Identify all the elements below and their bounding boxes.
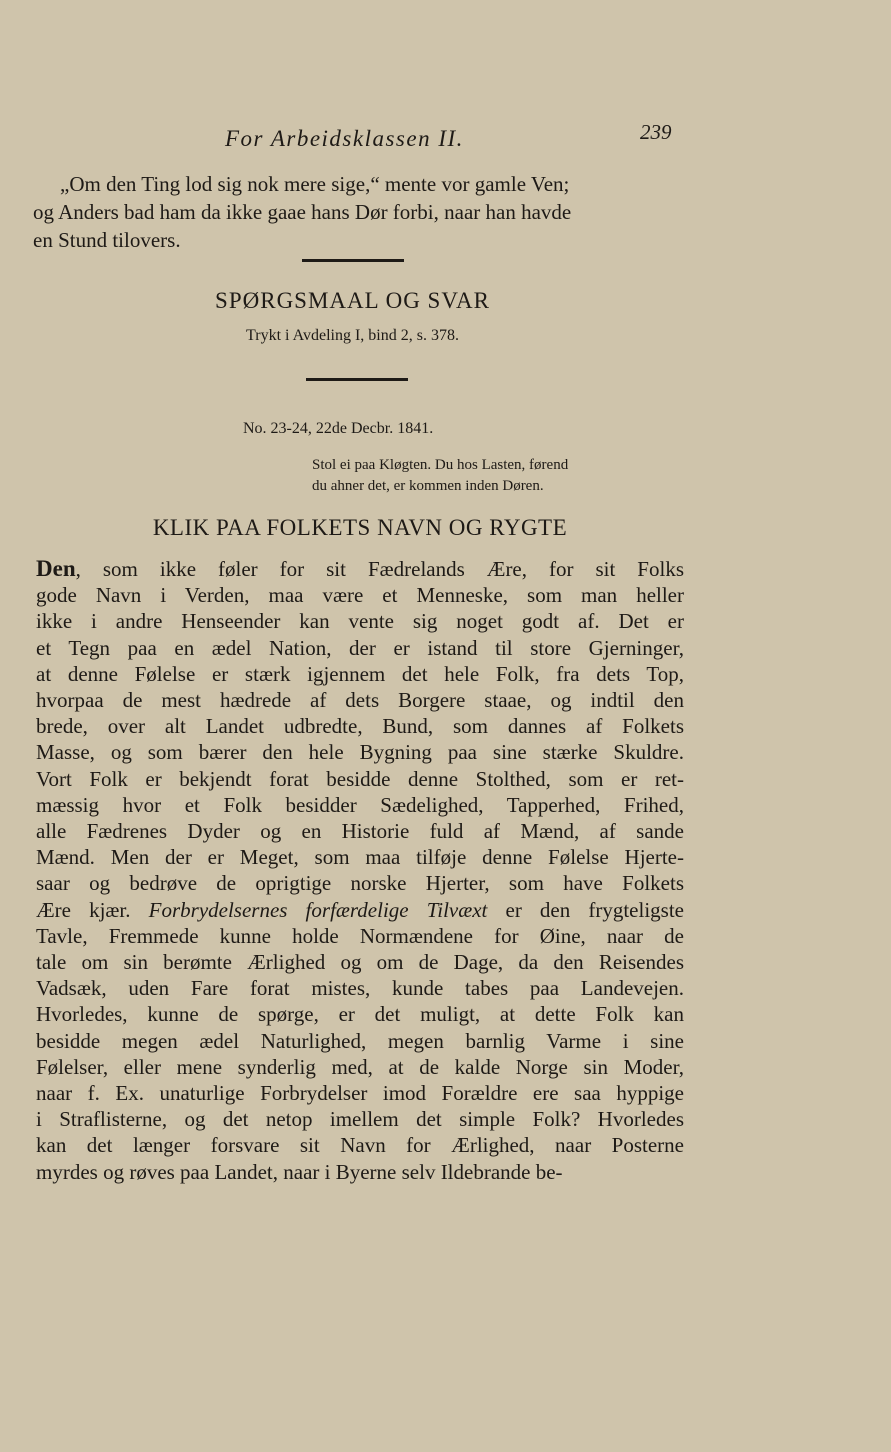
section-divider-bottom: [306, 378, 408, 381]
section-title: SPØRGSMAAL OG SVAR: [215, 288, 490, 313]
body-line: kan det længer forsvare sit Navn for Ærlighed, naar Posterne: [36, 1133, 684, 1158]
body-line: naar f. Ex. unaturlige Forbrydelser imod Forældre ere saa hyppige: [36, 1081, 684, 1106]
body-line: Hvorledes, kunne de spørge, er det muligt, at dette Folk kan: [36, 1002, 684, 1027]
body-line-text: er den frygteligste: [487, 897, 684, 922]
issue-dateline: No. 23-24, 22de Decbr. 1841.: [243, 420, 434, 437]
body-line: mæssig hvor et Folk besidder Sædelighed, Tapperhed, Frihed,: [36, 792, 684, 817]
body-line: myrdes og røves paa Landet, naar i Byerne selv Ildebrande be-: [36, 1159, 563, 1184]
body-line: Vort Folk er bekjendt forat besidde denne Stolthed, som er ret-: [36, 766, 684, 791]
body-line: alle Fædrenes Dyder og en Historie fuld af Mænd, af sande: [36, 819, 684, 844]
article-body: [36, 556, 684, 1185]
intro-line: og Anders bad ham da ikke gaae hans Dør forbi, naar han havde: [33, 200, 572, 224]
intro-line: en Stund tilovers.: [33, 228, 181, 252]
body-line: brede, over alt Landet udbredte, Bund, som dannes af Folkets: [36, 714, 684, 739]
body-line: besidde megen ædel Naturlighed, megen barnlig Varme i sine: [36, 1028, 684, 1053]
running-title: For Arbeidsklassen II.: [225, 126, 464, 151]
epigraph-line: du ahner det, er kommen inden Døren.: [312, 478, 544, 494]
intro-paragraph: [33, 170, 678, 254]
body-line: i Straflisterne, og det netop imellem det simple Folk? Hvorledes: [36, 1107, 684, 1132]
body-line: [36, 897, 684, 923]
body-line: Vadsæk, uden Fare forat mistes, kunde tabes paa Landevejen.: [36, 976, 684, 1001]
body-line: [36, 556, 684, 582]
page-number: 239: [640, 120, 672, 144]
intro-line: „Om den Ting lod sig nok mere sige,“ mente vor gamle Ven;: [60, 172, 570, 196]
body-line: Tavle, Fremmede kunne holde Normændene for Øine, naar de: [36, 923, 684, 948]
body-line: Følelser, eller mene synderlig med, at de kalde Norge sin Moder,: [36, 1054, 684, 1079]
body-line-text: , som ikke føler for sit Fædrelands Ære, for sit Folks: [75, 557, 684, 581]
article-title: KLIK PAA FOLKETS NAVN OG RYGTE: [152, 515, 568, 540]
body-line: hvorpaa de mest hædrede af dets Borgere staae, og indtil den: [36, 688, 684, 713]
page-header: [0, 120, 891, 156]
body-line: Masse, og som bærer den hele Bygning paa sine stærke Skuldre.: [36, 740, 684, 765]
body-line: ikke i andre Henseender kan vente sig noget godt af. Det er: [36, 609, 684, 634]
body-line: tale om sin berømte Ærlighed og om de Dage, da den Reisendes: [36, 950, 684, 975]
section-divider-top: [302, 259, 404, 262]
body-line: et Tegn paa en ædel Nation, der er istand til store Gjerninger,: [36, 635, 684, 660]
body-line: at denne Følelse er stærk igjennem det hele Folk, fra dets Top,: [36, 661, 684, 686]
body-line-text: Ære kjær.: [36, 897, 149, 922]
body-line: Mænd. Men der er Meget, som maa tilføje denne Følelse Hjerte-: [36, 845, 684, 870]
section-subtitle: Trykt i Avdeling I, bind 2, s. 378.: [246, 327, 459, 344]
epigraph-line: Stol ei paa Kløgten. Du hos Lasten, førend: [312, 457, 569, 473]
emphasis-text: Forbrydelsernes forfærdelige Tilvæxt: [148, 897, 488, 922]
body-line: gode Navn i Verden, maa være et Menneske, som man heller: [36, 583, 684, 608]
epigraph: [312, 455, 682, 497]
body-line: saar og bedrøve de oprigtige norske Hjerter, som have Folkets: [36, 871, 684, 896]
dropcap-word: Den: [36, 556, 76, 581]
